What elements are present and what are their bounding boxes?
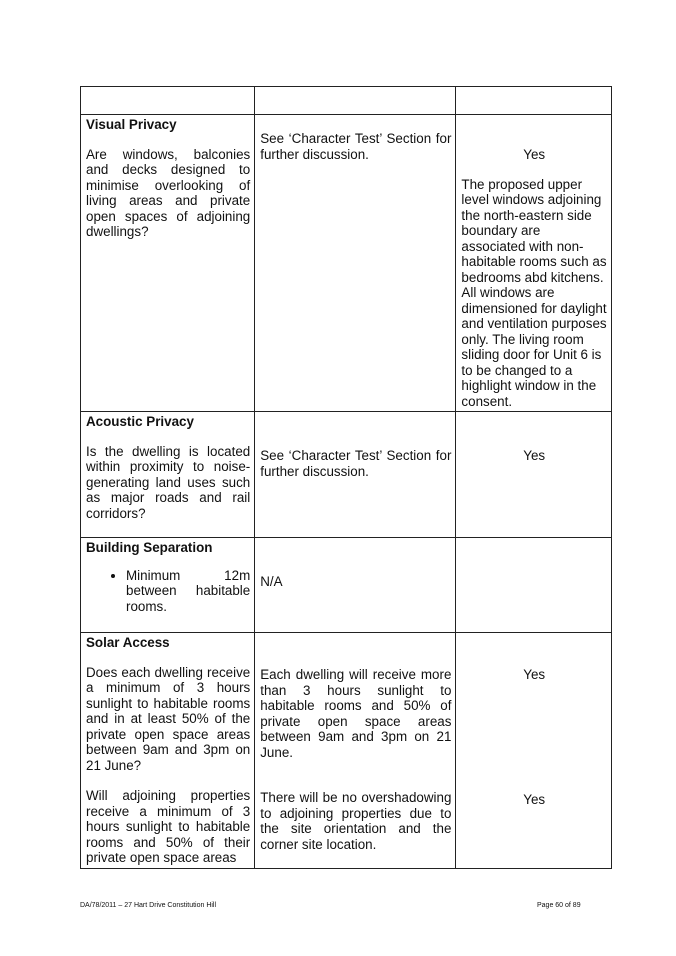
solar-access-compliance-1: Yes [523, 667, 546, 682]
assessment-table [80, 86, 612, 869]
acoustic-privacy-comment-cell [255, 412, 456, 538]
building-separation-comment-cell [255, 538, 456, 633]
footer-page-number: Page 60 of 89 [537, 902, 581, 909]
solar-access-compliance-cell [456, 633, 612, 869]
table-row-visual-privacy [81, 115, 612, 412]
visual-privacy-heading: Visual Privacy [86, 117, 177, 132]
solar-access-comment-1: Each dwelling will receive more than 3 hours sunlight to habitable rooms and 50% of private open space areas between 9am and 3pm on 21 June. [260, 667, 452, 760]
visual-privacy-question-cell [81, 115, 255, 412]
visual-privacy-compliance: Yes [523, 147, 546, 162]
building-separation-list [86, 568, 250, 615]
building-separation-heading: Building Separation [86, 540, 213, 555]
solar-access-question-2: Will adjoining properties receive a minimum of 3 hours sunlight to habitable rooms and 50% of their private open space areas [86, 788, 251, 865]
table-row [81, 87, 612, 115]
table-cell [456, 87, 612, 115]
visual-privacy-comment: See ‘Character Test’ Section for further discussion. [260, 131, 452, 162]
acoustic-privacy-heading: Acoustic Privacy [86, 414, 194, 429]
visual-privacy-compliance-cell [456, 115, 612, 412]
solar-access-question-cell [81, 633, 255, 869]
acoustic-privacy-question: Is the dwelling is located within proximity to noise-generating land uses such as major roads and rail corridors? [86, 443, 251, 521]
table-row-acoustic-privacy [81, 412, 612, 538]
visual-privacy-comment-cell [255, 115, 456, 412]
building-separation-compliance-cell [456, 538, 612, 633]
acoustic-privacy-question-cell [81, 412, 255, 538]
table-row-building-separation [81, 538, 612, 633]
table-cell [255, 87, 456, 115]
acoustic-privacy-compliance: Yes [523, 448, 546, 463]
solar-access-comment-2: There will be no overshadowing to adjoining properties due to the site orientation and the corner site location. [260, 790, 452, 852]
building-separation-comment: N/A [260, 574, 283, 589]
building-separation-question-cell [81, 538, 255, 633]
solar-access-comment-cell [255, 633, 456, 869]
table-row-solar-access [81, 633, 612, 869]
solar-access-compliance-2: Yes [523, 791, 546, 807]
acoustic-privacy-comment: See ‘Character Test’ Section for further discussion. [260, 448, 452, 479]
solar-access-heading: Solar Access [86, 635, 170, 650]
footer-reference: DA/78/2011 – 27 Hart Drive Constitution Hill [80, 902, 217, 909]
visual-privacy-question: Are windows, balconies and decks designed to minimise overlooking of living areas and private open spaces of adjoining dwellings? [86, 146, 251, 239]
building-separation-bullet: • Minimum 12m between habitable rooms. [126, 568, 250, 615]
table-cell [81, 87, 255, 115]
solar-access-question-1: Does each dwelling receive a minimum of 3 hours sunlight to habitable rooms and in at least 50% of the private open space areas between 9am and 3pm on 21 June? [86, 664, 251, 773]
visual-privacy-note: The proposed upper level windows adjoining the north-eastern side boundary are associated with non-habitable rooms such as bedrooms abd kitchens. All windows are dimensioned for daylight and ventilation purposes only. The living room sliding door for Unit 6 is to be changed to a highlight window in the consent. [461, 176, 607, 409]
acoustic-privacy-compliance-cell [456, 412, 612, 538]
